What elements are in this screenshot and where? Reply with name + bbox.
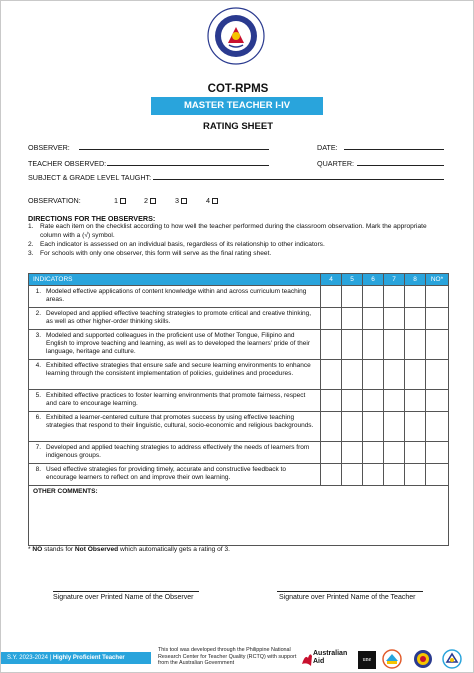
rating-cell[interactable] <box>342 330 363 360</box>
observer-field[interactable] <box>79 149 269 150</box>
institution-seal-icon <box>413 649 433 669</box>
observer-label: OBSERVER: <box>28 143 70 152</box>
observation-option-4[interactable]: 4 <box>206 196 218 205</box>
rating-cell[interactable] <box>321 360 342 390</box>
rating-cell[interactable] <box>342 308 363 330</box>
rating-cell[interactable] <box>363 286 384 308</box>
directions-title: DIRECTIONS FOR THE OBSERVERS: <box>28 214 156 223</box>
table-row <box>29 390 449 412</box>
observation-option-2[interactable]: 2 <box>144 196 156 205</box>
rating-cell[interactable] <box>363 330 384 360</box>
footer <box>1 644 474 673</box>
observation-option-3[interactable]: 3 <box>175 196 187 205</box>
column-header: 7 <box>384 274 405 286</box>
other-comments-label: OTHER COMMENTS: <box>33 488 98 495</box>
rating-cell[interactable] <box>384 412 405 442</box>
rating-cell[interactable] <box>342 464 363 486</box>
rating-cell[interactable] <box>321 390 342 412</box>
rating-cell[interactable] <box>342 286 363 308</box>
indicator-cell: 7. Developed and applied teaching strategies to address effectively the needs of learners from indigenous groups. <box>29 442 321 464</box>
comments-row <box>29 486 449 546</box>
checkbox-icon <box>150 198 156 204</box>
rating-cell[interactable] <box>363 442 384 464</box>
checkbox-icon <box>181 198 187 204</box>
rating-cell[interactable] <box>384 360 405 390</box>
rating-cell[interactable] <box>405 390 426 412</box>
table-row <box>29 442 449 464</box>
indicator-cell: 4. Exhibited effective strategies that ensure safe and secure learning environments to enhance learning through the consistent implementation of policies, guidelines and procedures. <box>29 360 321 390</box>
table-row <box>29 286 449 308</box>
indicator-cell: 2. Developed and applied effective teaching strategies to promote critical and creative thinking, as well as other higher-order thinking skills. <box>29 308 321 330</box>
rating-cell[interactable] <box>321 330 342 360</box>
checkbox-icon <box>212 198 218 204</box>
other-comments-field[interactable] <box>29 486 449 546</box>
direction-item: 1. Rate each item on the checklist according to how well the teacher performed during the classroom observation. Mark the appropriate column with a (√) symbol. <box>28 223 427 239</box>
observation-option-1[interactable]: 1 <box>114 196 126 205</box>
subject-label: SUBJECT & GRADE LEVEL TAUGHT: <box>28 173 152 182</box>
indicator-cell: 5. Exhibited effective practices to foster learning environments that promote fairness, respect and care to encourage learning. <box>29 390 321 412</box>
quarter-label: QUARTER: <box>317 159 355 168</box>
rating-cell[interactable] <box>363 412 384 442</box>
date-field[interactable] <box>344 149 444 150</box>
rating-cell[interactable] <box>384 442 405 464</box>
rating-cell[interactable] <box>342 390 363 412</box>
indicator-cell: 6. Exhibited a learner-centered culture that promotes success by using effective teaching strategies that respond to their linguistic, cultural, socio-economic and religious backgrounds. <box>29 412 321 442</box>
rating-cell[interactable] <box>321 412 342 442</box>
form-subtitle: RATING SHEET <box>202 121 274 132</box>
observer-signature-line[interactable] <box>53 591 199 592</box>
rating-cell[interactable] <box>426 390 449 412</box>
rating-cell[interactable] <box>342 360 363 390</box>
rating-cell[interactable] <box>321 442 342 464</box>
rating-cell[interactable] <box>342 412 363 442</box>
table-row <box>29 412 449 442</box>
indicators-header: INDICATORS <box>29 274 321 286</box>
direction-item: 3. For schools with only one observer, this form will serve as the final rating sheet. <box>28 250 272 257</box>
form-title: COT-RPMS <box>207 83 269 95</box>
rating-cell[interactable] <box>426 442 449 464</box>
direction-item: 2. Each indicator is assessed on an individual basis, regardless of its relationship to other indicators. <box>28 241 325 248</box>
rating-cell[interactable] <box>426 330 449 360</box>
teacher-signature-label: Signature over Printed Name of the Teacher <box>279 594 416 601</box>
column-header: 8 <box>405 274 426 286</box>
column-header: 4 <box>321 274 342 286</box>
school-year-bar: S.Y. 2023-2024 | Highly Proficient Teacher <box>1 652 151 664</box>
rating-cell[interactable] <box>405 464 426 486</box>
rating-cell[interactable] <box>321 308 342 330</box>
table-row <box>29 308 449 330</box>
rating-cell[interactable] <box>405 308 426 330</box>
observer-signature-label: Signature over Printed Name of the Observer <box>53 594 194 601</box>
rating-cell[interactable] <box>363 390 384 412</box>
rating-cell[interactable] <box>405 360 426 390</box>
rating-cell[interactable] <box>384 286 405 308</box>
rating-cell[interactable] <box>426 412 449 442</box>
teacher-signature-line[interactable] <box>277 591 423 592</box>
table-header-row <box>29 274 449 286</box>
rating-cell[interactable] <box>384 330 405 360</box>
footnote: * NO stands for Not Observed which automatically gets a rating of 3. <box>28 546 230 553</box>
footer-description: This tool was developed through the Philippine National Research Center for Teacher Quality (RCTQ) with support from the Australian Government <box>158 647 297 667</box>
rating-cell[interactable] <box>342 442 363 464</box>
rating-cell[interactable] <box>426 308 449 330</box>
rating-cell[interactable] <box>426 286 449 308</box>
indicators-table <box>28 273 449 546</box>
checkbox-icon <box>120 198 126 204</box>
rating-cell[interactable] <box>405 442 426 464</box>
rating-cell[interactable] <box>405 286 426 308</box>
date-label: DATE: <box>317 143 338 152</box>
teacher-observed-field[interactable] <box>107 165 269 166</box>
teacher-observed-label: TEACHER OBSERVED: <box>28 159 107 168</box>
column-header: 5 <box>342 274 363 286</box>
une-logo: une <box>358 651 376 669</box>
column-header: 6 <box>363 274 384 286</box>
indicator-cell: 3. Modeled and supported colleagues in the proficient use of Mother Tongue, Filipino and English to improve teaching and learning, as well as to developed the learners' pride of their language, heritage and culture. <box>29 330 321 360</box>
rating-cell[interactable] <box>363 464 384 486</box>
rating-cell[interactable] <box>363 308 384 330</box>
rating-cell[interactable] <box>426 464 449 486</box>
smea-logo-icon <box>382 649 402 669</box>
table-row <box>29 330 449 360</box>
rating-cell[interactable] <box>405 412 426 442</box>
rating-cell[interactable] <box>321 464 342 486</box>
rating-cell[interactable] <box>384 308 405 330</box>
rating-cell[interactable] <box>321 286 342 308</box>
australian-aid-text: Australian Aid <box>313 650 348 665</box>
rating-cell[interactable] <box>405 330 426 360</box>
deped-seal-icon <box>207 7 265 65</box>
position-banner: MASTER TEACHER I-IV <box>151 97 323 115</box>
table-row <box>29 464 449 486</box>
quarter-field[interactable] <box>357 165 444 166</box>
column-header: NO* <box>426 274 449 286</box>
rating-cell[interactable] <box>426 360 449 390</box>
rating-cell[interactable] <box>384 390 405 412</box>
indicator-cell: 8. Used effective strategies for providing timely, accurate and constructive feedback to encourage learners to reflect on and improve their own learning. <box>29 464 321 486</box>
rctq-logo-icon <box>442 649 462 669</box>
rating-cell[interactable] <box>363 360 384 390</box>
indicator-cell: 1. Modeled effective applications of content knowledge within and across curriculum teaching areas. <box>29 286 321 308</box>
subject-field[interactable] <box>153 179 444 180</box>
observation-label: OBSERVATION: <box>28 196 81 205</box>
rating-cell[interactable] <box>384 464 405 486</box>
table-row <box>29 360 449 390</box>
